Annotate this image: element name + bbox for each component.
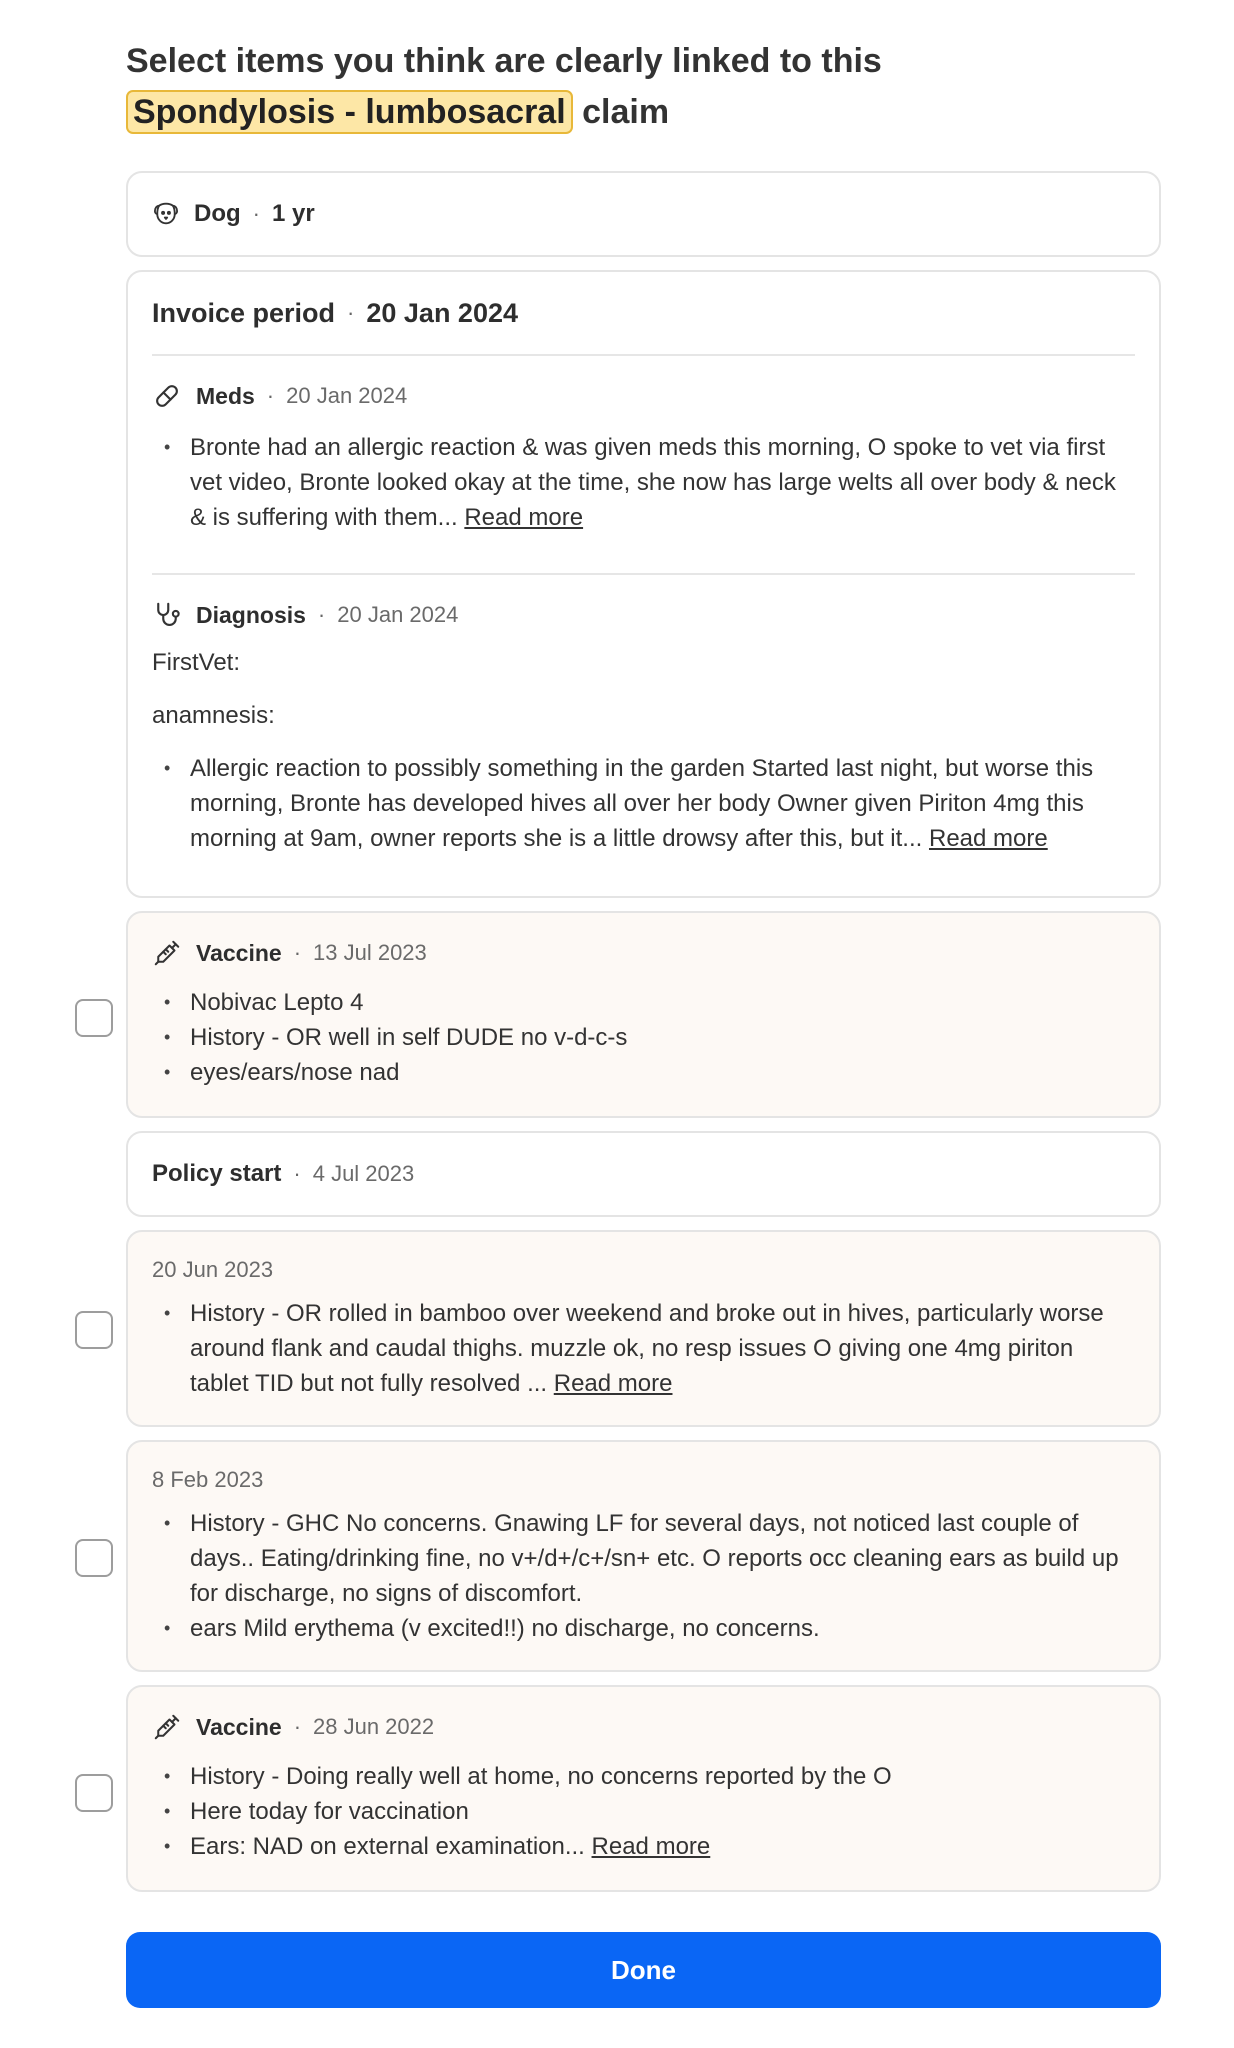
invoice-period-card xyxy=(126,270,1161,898)
vaccine-list xyxy=(152,985,1135,1090)
vaccine-list xyxy=(152,1759,1135,1864)
title-line-2 xyxy=(126,87,1106,138)
item-checkbox[interactable] xyxy=(75,999,113,1037)
list-item: • Nobivac Lepto 4 xyxy=(152,985,1135,1020)
record-date: 20 Jun 2023 xyxy=(152,1257,274,1282)
read-more-link[interactable]: Read more xyxy=(464,504,584,531)
list-item xyxy=(152,751,1135,856)
meds-section xyxy=(128,356,1159,535)
dog-icon xyxy=(152,200,180,228)
separator-dot: · xyxy=(293,1714,302,1739)
meds-label: Meds xyxy=(196,382,255,409)
page-title xyxy=(126,36,1106,138)
diagnosis-label: Diagnosis xyxy=(196,601,306,628)
list-item: • ears Mild erythema (v excited!!) no discharge, no concerns. xyxy=(152,1611,1135,1646)
diagnosis-line: FirstVet: xyxy=(152,649,241,676)
read-more-link[interactable]: Read more xyxy=(928,825,1048,852)
claim-suffix: claim xyxy=(582,93,670,131)
vaccine-card[interactable] xyxy=(126,1685,1161,1892)
separator-dot: · xyxy=(317,602,326,627)
diagnosis-list xyxy=(152,751,1135,856)
policy-start-label: Policy start xyxy=(152,1160,282,1187)
history-list xyxy=(152,1506,1135,1646)
syringe-icon xyxy=(152,938,182,968)
history-card[interactable] xyxy=(126,1230,1161,1427)
meds-text: Bronte had an allergic reaction & was given meds this morning, O spoke to vet via first vet video, Bronte looked okay at the time, she now has large welts all over body & neck & is suffering with them... xyxy=(190,434,1116,531)
history-text: History - OR rolled in bamboo over weekend and broke out in hives, particularly worse around flank and caudal thighs. muzzle ok, no resp issues O giving one 4mg piriton tablet TID but not fully resolved ... xyxy=(190,1300,1104,1397)
record-date: 8 Feb 2023 xyxy=(152,1467,264,1492)
done-button[interactable]: Done xyxy=(126,1932,1161,2008)
list-item: • History - Doing really well at home, no concerns reported by the O xyxy=(152,1759,1135,1794)
diagnosis-date: 20 Jan 2024 xyxy=(337,602,459,627)
list-item xyxy=(152,1829,1135,1864)
title-line: Select items you think are clearly linked to this xyxy=(126,42,882,80)
invoice-period-label: Invoice period xyxy=(152,297,336,328)
history-list xyxy=(152,1296,1135,1401)
diagnosis-text: Allergic reaction to possibly something in the garden Started last night, but worse this morning, Bronte has developed hives all over her body Owner given Piriton 4mg this morning at 9am, owner reports she is a little drowsy after this, but it... xyxy=(190,755,1094,852)
list-item: • Here today for vaccination xyxy=(152,1794,1135,1829)
list-item xyxy=(152,430,1135,535)
diagnosis-line: anamnesis: xyxy=(152,702,275,729)
list-item: • History - GHC No concerns. Gnawing LF for several days, not noticed last couple of days.. Eating/drinking fine, no v+/d+/c+/sn+ etc. O reports occ cleaning ears as build up for discharge, no signs of discomfort. xyxy=(152,1506,1135,1611)
policy-start-date: 4 Jul 2023 xyxy=(312,1161,415,1186)
separator-dot: · xyxy=(252,201,260,226)
read-more-link[interactable]: Read more xyxy=(591,1833,711,1860)
pet-species: Dog xyxy=(194,200,241,227)
item-checkbox[interactable] xyxy=(75,1774,113,1812)
list-item: • eyes/ears/nose nad xyxy=(152,1055,1135,1090)
syringe-icon xyxy=(152,1712,182,1742)
separator-dot: · xyxy=(347,300,355,325)
read-more-link[interactable]: Read more xyxy=(553,1370,673,1397)
pet-age: 1 yr xyxy=(271,200,315,227)
vaccine-date: 28 Jun 2022 xyxy=(313,1714,435,1739)
vaccine-text: Ears: NAD on external examination... xyxy=(190,1833,585,1860)
diagnosis-section xyxy=(128,575,1159,856)
meds-list xyxy=(152,430,1135,535)
policy-start-card xyxy=(126,1131,1161,1217)
vaccine-date: 13 Jul 2023 xyxy=(313,940,427,965)
item-checkbox[interactable] xyxy=(75,1311,113,1349)
list-item xyxy=(152,1296,1135,1401)
meds-date: 20 Jan 2024 xyxy=(286,383,408,408)
vaccine-card[interactable] xyxy=(126,911,1161,1118)
separator-dot: · xyxy=(293,940,302,965)
history-card[interactable] xyxy=(126,1440,1161,1672)
separator-dot: · xyxy=(266,383,275,408)
stethoscope-icon xyxy=(152,600,182,630)
pet-card xyxy=(126,171,1161,257)
pill-icon xyxy=(152,381,182,411)
vaccine-label: Vaccine xyxy=(196,1713,282,1740)
list-item: • History - OR well in self DUDE no v-d-c-s xyxy=(152,1020,1135,1055)
condition-highlight: Spondylosis - lumbosacral xyxy=(126,90,573,134)
separator-dot: · xyxy=(293,1161,301,1186)
item-checkbox[interactable] xyxy=(75,1539,113,1577)
invoice-period-date: 20 Jan 2024 xyxy=(366,297,518,328)
vaccine-label: Vaccine xyxy=(196,939,282,966)
